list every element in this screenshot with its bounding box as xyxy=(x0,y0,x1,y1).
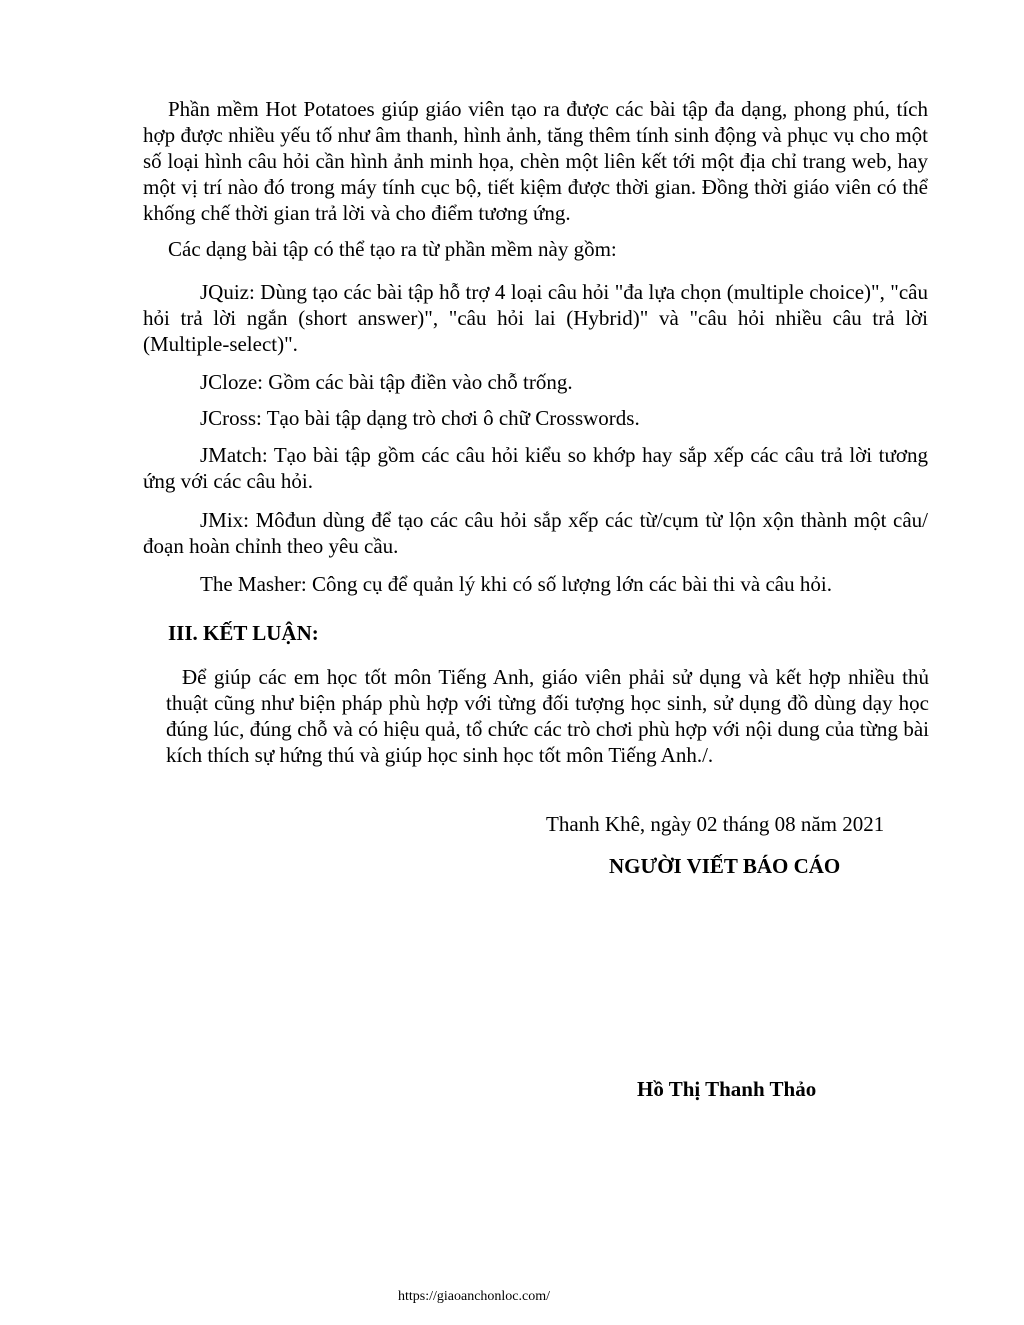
place-date: Thanh Khê, ngày 02 tháng 08 năm 2021 xyxy=(546,812,885,836)
item-jcloze: JCloze: Gồm các bài tập điền vào chỗ trống. xyxy=(200,370,573,394)
footer-url: https://giaoanchonloc.com/ xyxy=(397,1289,551,1304)
item-jmix: JMix: Môđun dùng để tạo các câu hỏi sắp xếp các từ/cụm từ lộn xộn thành một câu/đoạn hoàn chỉnh theo yêu cầu. xyxy=(143,508,928,558)
item-jmatch: JMatch: Tạo bài tập gồm các câu hỏi kiểu so khớp hay sắp xếp các câu trả lời tương ứng với các câu hỏi. xyxy=(143,443,928,493)
conclusion-heading: III. KẾT LUẬN: xyxy=(168,621,319,645)
intro-paragraph: Phần mềm Hot Potatoes giúp giáo viên tạo ra được các bài tập đa dạng, phong phú, tích hợp được nhiều yếu tố như âm thanh, hình ảnh, tăng thêm tính sinh động và phục vụ cho một số loại hình câu hỏi cần hình ảnh minh họa, chèn một liên kết tới một địa chỉ trang web, hay một vị trí nào đó trong máy tính cục bộ, tiết kiệm được thời gian. Đồng thời giáo viên có thể khống chế thời gian trả lời và cho điểm tương ứng. xyxy=(143,97,928,225)
item-masher: The Masher: Công cụ để quản lý khi có số lượng lớn các bài thi và câu hỏi. xyxy=(200,572,832,596)
signature-name: Hồ Thị Thanh Thảo xyxy=(637,1077,817,1101)
item-jquiz: JQuiz: Dùng tạo các bài tập hỗ trợ 4 loại câu hỏi "đa lựa chọn (multiple choice)", "câu hỏi trả lời ngắn (short answer)", "câu hỏi lai (Hybrid)" và "câu hỏi nhiều câu trả lời (Multiple-select)". xyxy=(143,280,928,356)
types-intro: Các dạng bài tập có thể tạo ra từ phần mềm này gồm: xyxy=(168,237,617,261)
item-jcross: JCross: Tạo bài tập dạng trò chơi ô chữ Crosswords. xyxy=(200,406,640,430)
conclusion-paragraph: Để giúp các em học tốt môn Tiếng Anh, giáo viên phải sử dụng và kết hợp nhiều thủ thuật cũng như biện pháp phù hợp với từng đối tượng học sinh, sử dụng đồ dùng dạy học đúng lúc, đúng chỗ và có hiệu quả, tổ chức các trò chơi phù hợp với nội dung của từng bài kích thích sự hứng thú và giúp học sinh học tốt môn Tiếng Anh./. xyxy=(166,665,929,767)
signature-role: NGƯỜI VIẾT BÁO CÁO xyxy=(609,854,841,878)
